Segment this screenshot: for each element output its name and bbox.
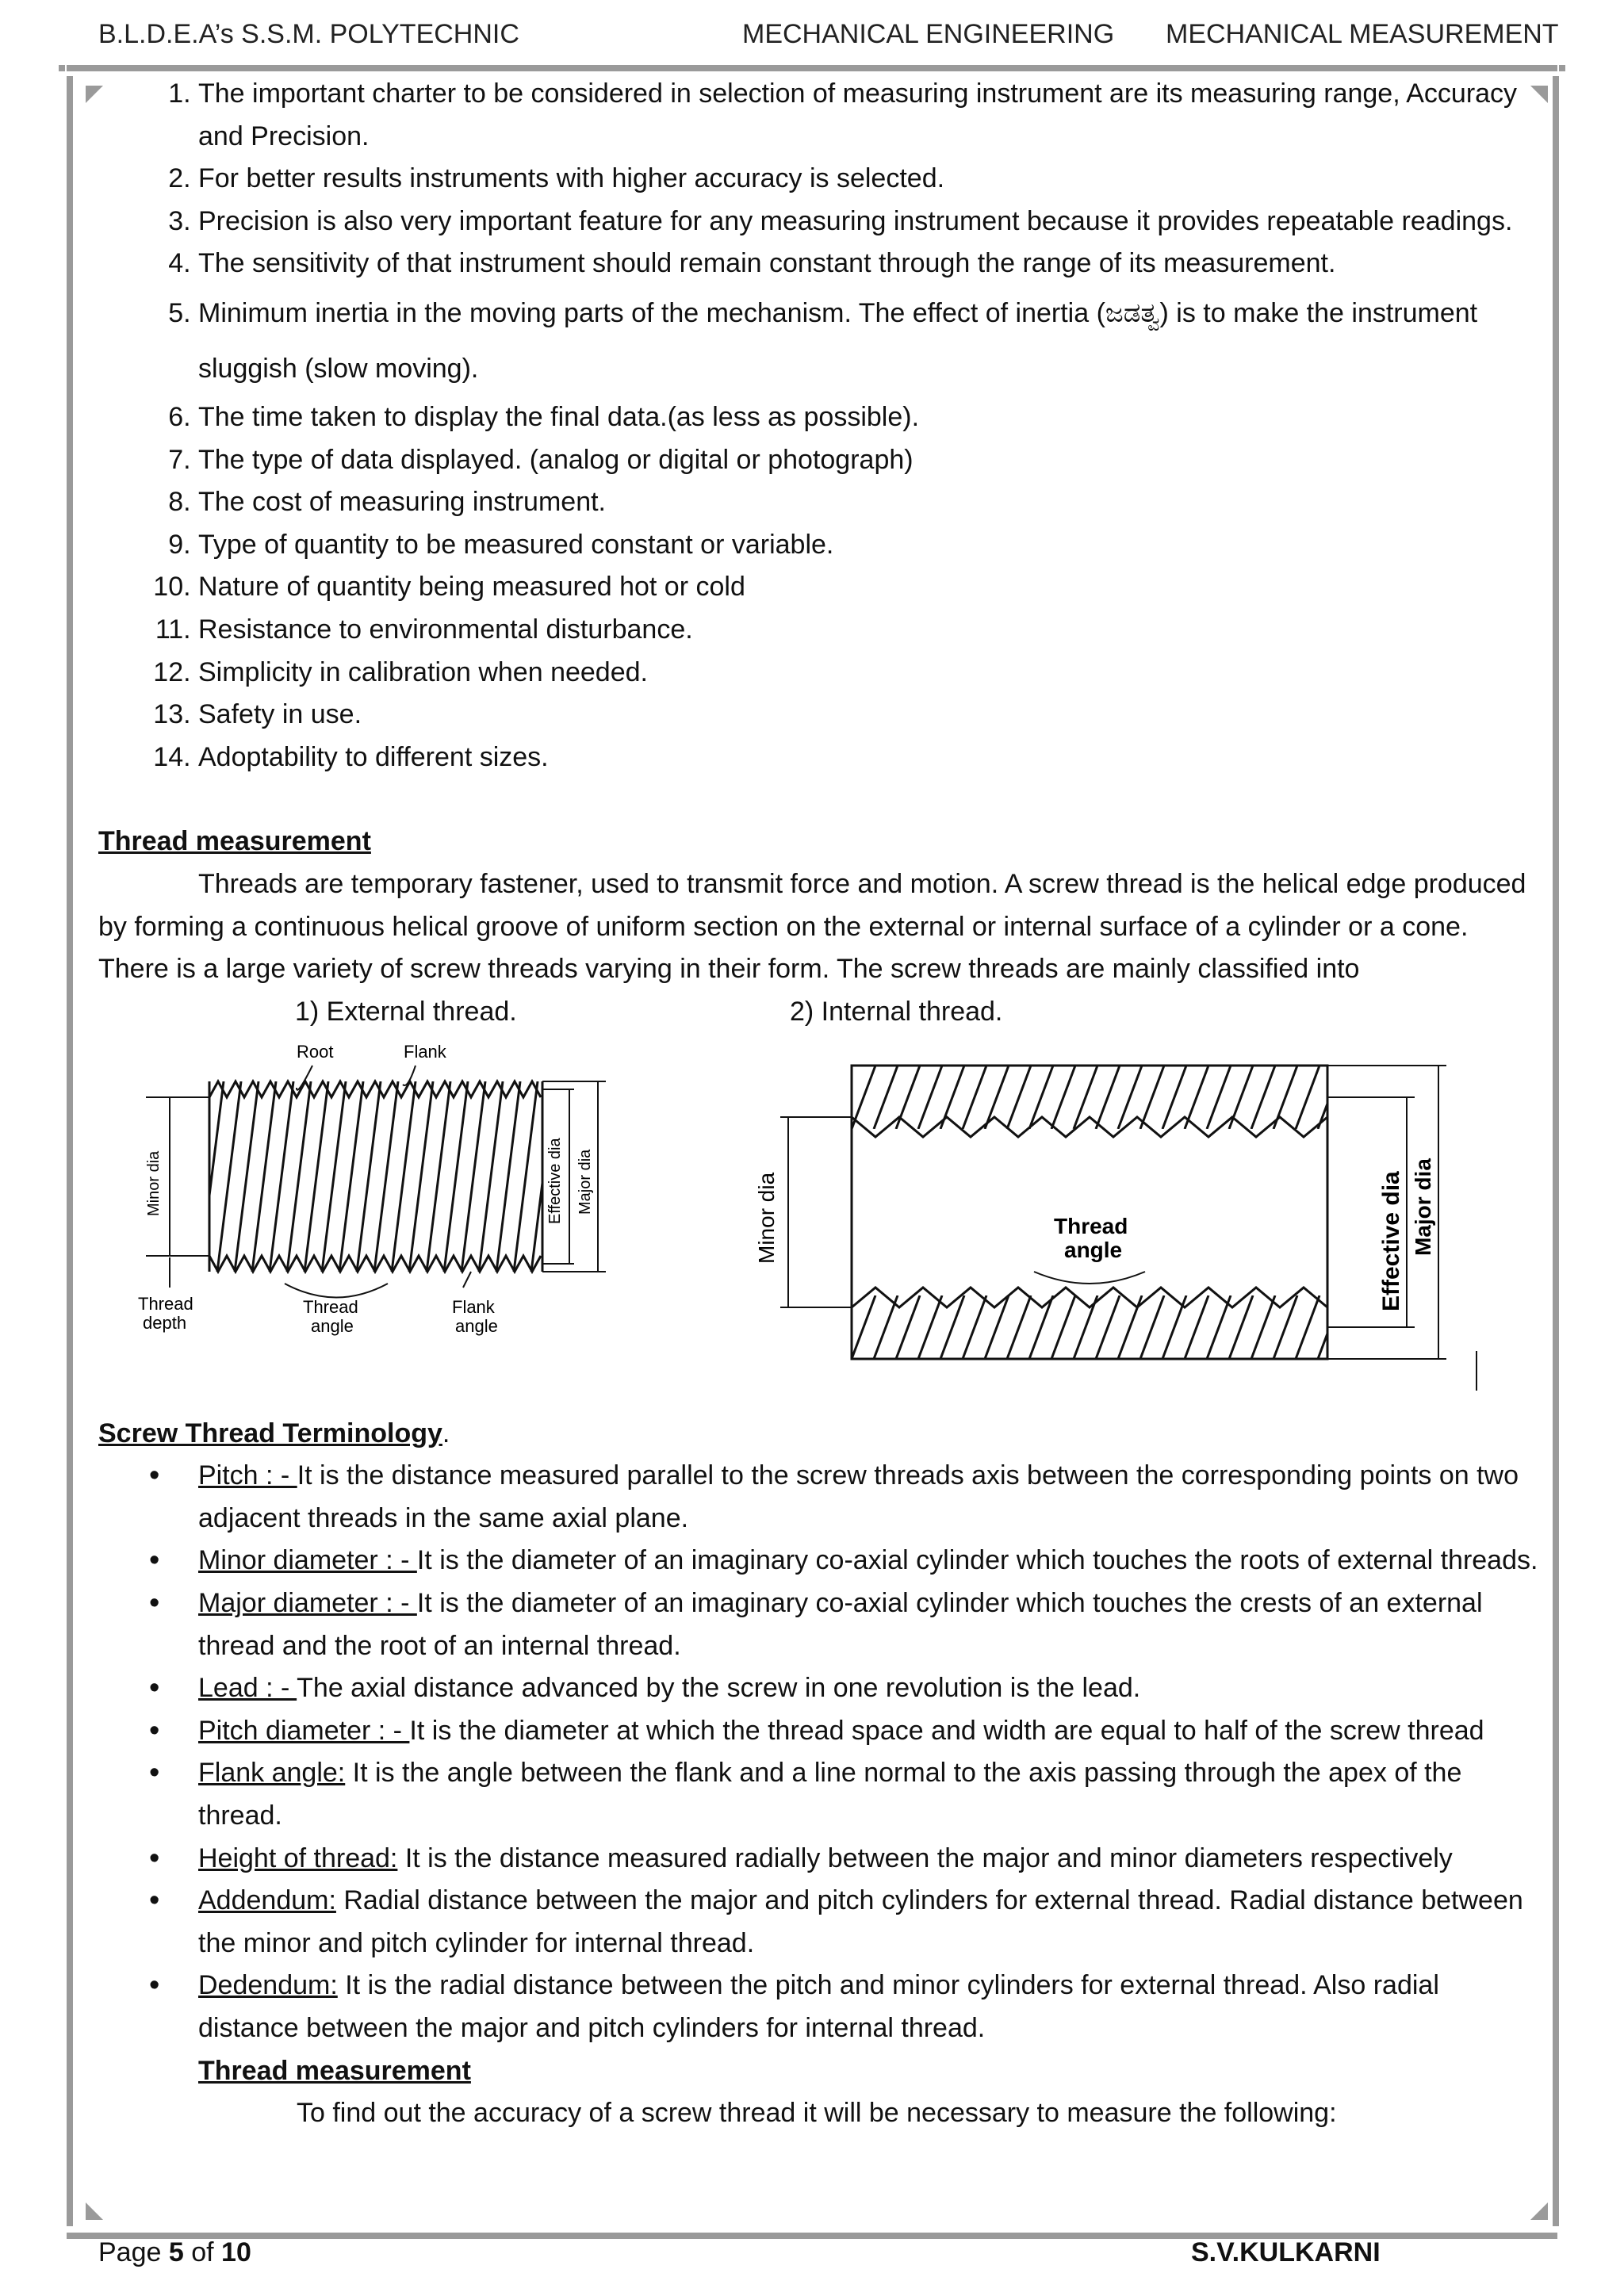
label-flank: Flank bbox=[404, 1041, 446, 1062]
list-item bbox=[198, 1880, 1542, 1965]
frame-right-border bbox=[1553, 79, 1559, 2220]
list-item: 6. The time taken to display the final data.(as less as possible). bbox=[198, 396, 1542, 439]
label-major-dia: Major dia bbox=[576, 1149, 594, 1215]
thread-types-row bbox=[98, 991, 1542, 1034]
term-definition: It is the distance measured parallel to the screw threads axis between the corresponding points on two adjacent threads in the same axial plane. bbox=[198, 1460, 1519, 1533]
list-item: 7. The type of data displayed. (analog or digital or photograph) bbox=[198, 439, 1542, 482]
label-thread-angle-2: angle bbox=[311, 1315, 354, 1336]
list-item bbox=[198, 1582, 1542, 1667]
term-label: Pitch : - bbox=[198, 1460, 297, 1491]
internal-thread-top-hatching bbox=[852, 1066, 1342, 1129]
list-item: 10. Nature of quantity being measured hot or cold bbox=[198, 566, 1542, 609]
list-item bbox=[198, 1965, 1542, 2049]
paragraph-thread-classification: There is a large variety of screw threads varying in their form. The screw threads are mainly classified into bbox=[98, 954, 1360, 985]
internal-thread-outline bbox=[780, 1066, 1477, 1391]
page-content bbox=[98, 73, 1542, 2135]
list-item bbox=[198, 1752, 1542, 1837]
label-flank-angle-2: angle bbox=[455, 1315, 498, 1336]
list-item: 13. Safety in use. bbox=[198, 694, 1542, 737]
page-of: of bbox=[183, 2237, 222, 2267]
frame-dot bbox=[59, 65, 65, 71]
header-subject: MECHANICAL MEASUREMENT bbox=[1166, 19, 1559, 49]
label-thread-angle: Thread bbox=[303, 1296, 358, 1317]
term-definition: It is the diameter of an imaginary co-axial cylinder which touches the crests of an external thread and the root of an internal thread. bbox=[198, 1588, 1483, 1661]
external-thread-diagram bbox=[98, 1034, 638, 1367]
term-label: Addendum: bbox=[198, 1885, 336, 1916]
list-item bbox=[198, 1455, 1542, 1540]
thread-type-internal: 2) Internal thread. bbox=[790, 996, 1003, 1027]
term-label: Dedendum: bbox=[198, 1970, 338, 2001]
list-item: 14. Adoptability to different sizes. bbox=[198, 737, 1542, 779]
frame-dot bbox=[67, 76, 73, 82]
term-definition: It is the diameter of an imaginary co-axial cylinder which touches the roots of external threads. bbox=[416, 1545, 1538, 1576]
paragraph-threads-intro: Threads are temporary fastener, used to transmit force and motion. A screw thread is the helical edge produced by forming a continuous helical groove of uniform section on the external or internal surface of a cylinder or a cone. bbox=[98, 868, 1526, 942]
page-current: 5 bbox=[168, 2237, 184, 2267]
label-minor-dia: Minor dia bbox=[754, 1172, 779, 1264]
label-flank-angle: Flank bbox=[452, 1296, 495, 1317]
header-institute: B.L.D.E.A’s S.S.M. POLYTECHNIC bbox=[98, 19, 519, 49]
frame-dot bbox=[67, 2220, 73, 2226]
subsection-text: To find out the accuracy of a screw thread it will be necessary to measure the following: bbox=[297, 2098, 1337, 2129]
list-item: 5. Minimum inertia in the moving parts of the mechanism. The effect of inertia (ಜಡತ್ವ) is to make the instrument sluggish (slow moving). bbox=[198, 285, 1542, 396]
section-heading-thread-measurement: Thread measurement bbox=[98, 826, 371, 857]
list-item: 4. The sensitivity of that instrument should remain constant through the range of its measurement. bbox=[198, 243, 1542, 285]
frame-corner-ornament bbox=[1530, 2202, 1548, 2220]
thread-figures bbox=[98, 1034, 1542, 1413]
section-heading-terminology bbox=[98, 1413, 1542, 1456]
term-definition: Radial distance between the major and pitch cylinders for external thread. Radial distance between the minor and pitch cylinder for internal thread. bbox=[198, 1885, 1523, 1958]
terminology-heading-text: Screw Thread Terminology bbox=[98, 1418, 442, 1448]
term-label: Minor diameter : - bbox=[198, 1545, 417, 1576]
term-label: Pitch diameter : - bbox=[198, 1715, 410, 1746]
subsection-thread-measurement bbox=[98, 2050, 1542, 2135]
frame-dot bbox=[1553, 2220, 1559, 2226]
list-item: 1. The important charter to be considered in selection of measuring instrument are its measuring range, Accuracy and Precision. bbox=[198, 73, 1542, 158]
header-department: MECHANICAL ENGINEERING bbox=[742, 19, 1115, 49]
internal-thread-bottom-hatching bbox=[852, 1295, 1342, 1359]
author-name: S.V.KULKARNI bbox=[1191, 2237, 1381, 2267]
term-label: Lead : - bbox=[198, 1673, 297, 1704]
label-thread-angle: Thread bbox=[1054, 1213, 1128, 1238]
list-item: 3. Precision is also very important feature for any measuring instrument because it provides repeatable readings. bbox=[198, 201, 1542, 243]
term-label: Flank angle: bbox=[198, 1758, 346, 1789]
frame-corner-ornament bbox=[86, 2202, 103, 2220]
label-major-dia: Major dia bbox=[1411, 1158, 1435, 1256]
term-definition: It is the distance measured radially between the major and minor diameters respectively bbox=[397, 1843, 1453, 1873]
term-definition: It is the angle between the flank and a line normal to the axis passing through the apex of the thread. bbox=[198, 1758, 1462, 1831]
thread-type-external: 1) External thread. bbox=[295, 996, 517, 1027]
term-label: Major diameter : - bbox=[198, 1588, 417, 1619]
page-total: 10 bbox=[221, 2237, 251, 2267]
list-item: 11. Resistance to environmental disturbance. bbox=[198, 609, 1542, 652]
frame-dot bbox=[1559, 65, 1565, 71]
list-item: 2. For better results instruments with higher accuracy is selected. bbox=[198, 158, 1542, 201]
list-item bbox=[198, 1838, 1542, 1881]
terminology-heading-period: . bbox=[442, 1418, 450, 1448]
subsection-heading: Thread measurement bbox=[198, 2055, 471, 2086]
label-thread-depth: Thread bbox=[138, 1293, 193, 1314]
list-item bbox=[198, 1667, 1542, 1710]
term-definition: It is the radial distance between the pitch and minor cylinders for external thread. Also radial distance between the major and pitch cylinders for internal thread. bbox=[198, 1970, 1439, 2043]
label-thread-angle-2: angle bbox=[1064, 1237, 1123, 1262]
frame-dot bbox=[1553, 76, 1559, 82]
term-definition: The axial distance advanced by the screw in one revolution is the lead. bbox=[297, 1673, 1141, 1704]
frame-top-border bbox=[67, 65, 1557, 71]
list-item bbox=[198, 1540, 1542, 1582]
label-root: Root bbox=[297, 1041, 334, 1062]
list-item: 12. Simplicity in calibration when needed. bbox=[198, 652, 1542, 695]
term-definition: It is the diameter at which the thread space and width are equal to half of the screw thread bbox=[409, 1715, 1484, 1746]
label-thread-depth-2: depth bbox=[143, 1312, 187, 1333]
list-item: 8. The cost of measuring instrument. bbox=[198, 481, 1542, 524]
list-item bbox=[198, 1710, 1542, 1753]
internal-thread-diagram bbox=[733, 1050, 1494, 1399]
term-label: Height of thread: bbox=[198, 1843, 398, 1873]
label-minor-dia: Minor dia bbox=[145, 1150, 163, 1216]
selection-criteria-list bbox=[98, 73, 1542, 779]
terminology-list bbox=[98, 1455, 1542, 2049]
frame-left-border bbox=[67, 79, 73, 2220]
page-word: Page bbox=[98, 2237, 169, 2267]
external-thread-hatching bbox=[200, 1081, 555, 1272]
page-number bbox=[98, 2237, 251, 2268]
label-effective-dia: Effective dia bbox=[546, 1138, 564, 1224]
label-effective-dia: Effective dia bbox=[1378, 1170, 1404, 1311]
list-item: 9. Type of quantity to be measured constant or variable. bbox=[198, 524, 1542, 567]
